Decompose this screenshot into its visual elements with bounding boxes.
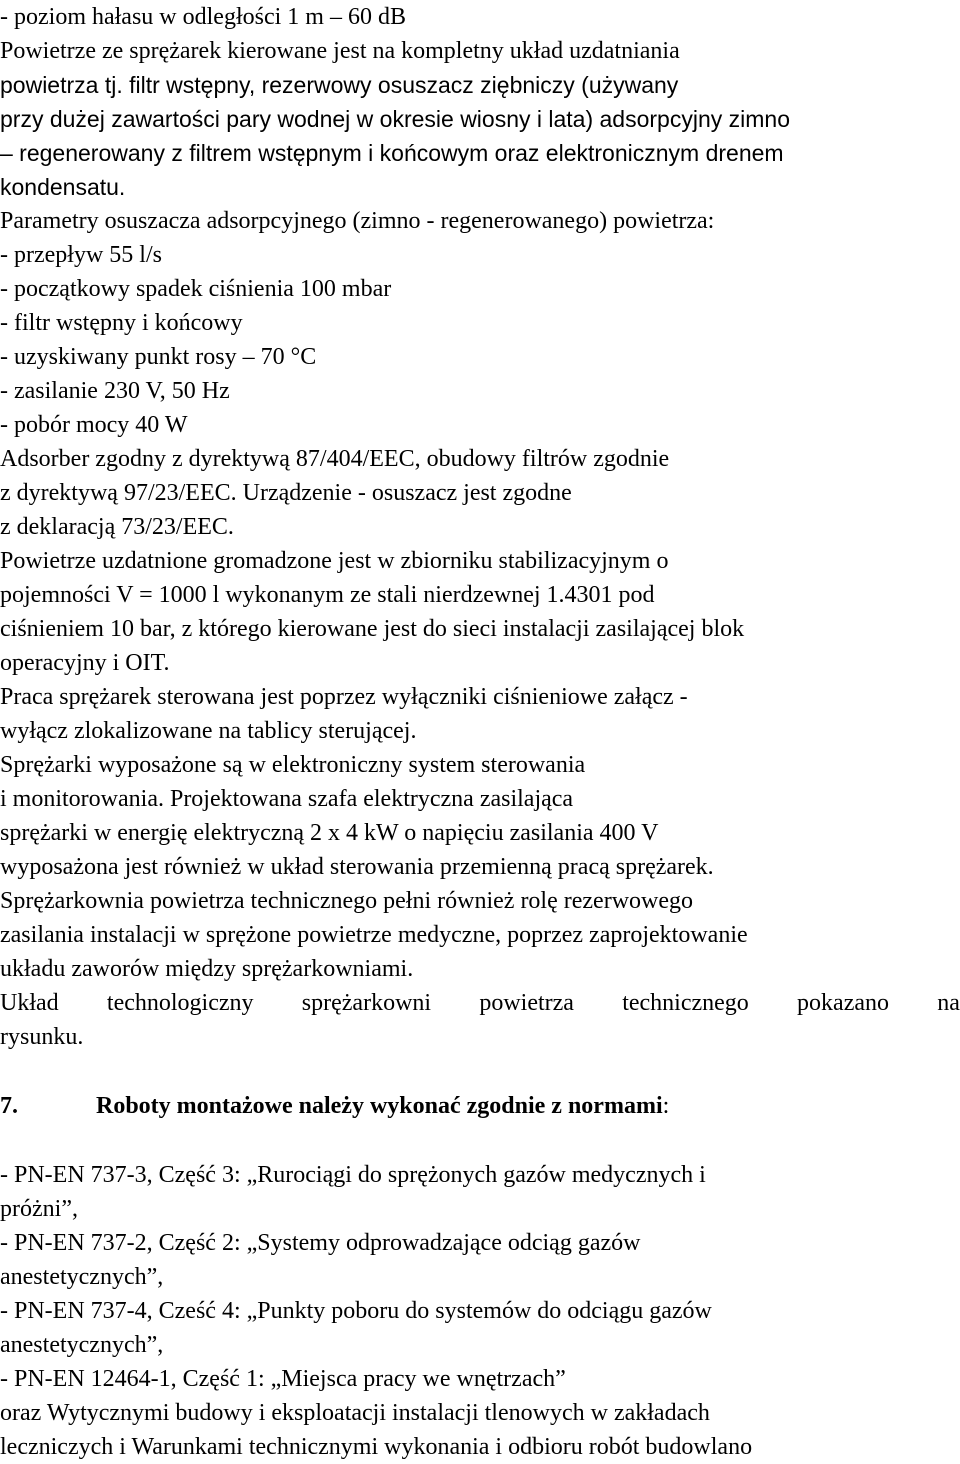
text-line: - filtr wstępny i końcowy xyxy=(0,310,243,336)
text-line: Praca sprężarek sterowana jest poprzez wyłączniki ciśnieniowe załącz - xyxy=(0,684,688,710)
text-word: na xyxy=(937,990,960,1016)
text-line: i monitorowania. Projektowana szafa elektryczna zasilająca xyxy=(0,786,574,812)
text-line: oraz Wytycznymi budowy i eksploatacji instalacji tlenowych w zakładach xyxy=(0,1400,710,1426)
text-line: Powietrze uzdatnione gromadzone jest w zbiorniku stabilizacyjnym o xyxy=(0,548,669,574)
text-line: operacyjny i OIT. xyxy=(0,650,170,676)
text-line: sprężarki w energię elektryczną 2 x 4 kW o napięciu zasilania 400 V xyxy=(0,820,659,846)
text-line: kondensatu. xyxy=(0,174,126,200)
text-line: - przepływ 55 l/s xyxy=(0,242,162,268)
text-word: technicznego xyxy=(622,990,749,1016)
text-line: - uzyskiwany punkt rosy – 70 °C xyxy=(0,344,317,370)
text-line: - pobór mocy 40 W xyxy=(0,412,188,438)
text-line: z deklaracją 73/23/EEC. xyxy=(0,514,234,540)
text-line: Sprężarki wyposażone są w elektroniczny system sterowania xyxy=(0,752,586,778)
text-line: powietrza tj. filtr wstępny, rezerwowy osuszacz ziębniczy (używany xyxy=(0,72,679,98)
text-line: przy dużej zawartości pary wodnej w okresie wiosny i lata) adsorpcyjny zimno xyxy=(0,106,790,132)
list-line: anestetycznych”, xyxy=(0,1332,164,1358)
justified-text-line xyxy=(0,988,960,1018)
section-title: Roboty montażowe należy wykonać zgodnie z normami xyxy=(96,1093,663,1119)
text-line: wyłącz zlokalizowane na tablicy sterującej. xyxy=(0,718,417,744)
section-number: 7. xyxy=(0,1093,18,1119)
text-line: Powietrze ze sprężarek kierowane jest na kompletny układ uzdatniania xyxy=(0,38,680,64)
text-word: Układ xyxy=(0,990,59,1016)
text-line: - poziom hałasu w odległości 1 m – 60 dB xyxy=(0,4,406,30)
list-line: - PN-EN 737-4, Cześć 4: „Punkty poboru do systemów do odciągu gazów xyxy=(0,1298,712,1324)
text-line: Sprężarkownia powietrza technicznego pełni również rolę rezerwowego xyxy=(0,888,694,914)
text-word: powietrza xyxy=(479,990,574,1016)
text-word: sprężarkowni xyxy=(301,990,432,1016)
list-line: - PN-EN 737-2, Część 2: „Systemy odprowadzające odciąg gazów xyxy=(0,1230,641,1256)
text-line: - początkowy spadek ciśnienia 100 mbar xyxy=(0,276,392,302)
section-heading xyxy=(0,1091,669,1121)
text-line: pojemności V = 1000 l wykonanym ze stali nierdzewnej 1.4301 pod xyxy=(0,582,655,608)
text-line: - zasilanie 230 V, 50 Hz xyxy=(0,378,230,404)
text-line: z dyrektywą 97/23/EEC. Urządzenie - osuszacz jest zgodne xyxy=(0,480,572,506)
list-line: anestetycznych”, xyxy=(0,1264,164,1290)
text-word: pokazano xyxy=(797,990,890,1016)
section-title-colon: : xyxy=(662,1093,670,1119)
text-line: leczniczych i Warunkami technicznymi wykonania i odbioru robót budowlano xyxy=(0,1434,753,1460)
text-line: układu zaworów między sprężarkowniami. xyxy=(0,956,414,982)
text-line: wyposażona jest również w układ sterowania przemienną pracą sprężarek. xyxy=(0,854,714,880)
list-line: - PN-EN 737-3, Część 3: „Rurociągi do sprężonych gazów medycznych i xyxy=(0,1162,706,1188)
text-word: technologiczny xyxy=(106,990,254,1016)
text-line: rysunku. xyxy=(0,1024,84,1050)
list-line: próżni”, xyxy=(0,1196,78,1222)
text-line: – regenerowany z filtrem wstępnym i końcowym oraz elektronicznym drenem xyxy=(0,140,784,166)
text-line: Parametry osuszacza adsorpcyjnego (zimno - regenerowanego) powietrza: xyxy=(0,208,715,234)
list-line: - PN-EN 12464-1, Część 1: „Miejsca pracy we wnętrzach” xyxy=(0,1366,566,1392)
text-line: ciśnieniem 10 bar, z którego kierowane jest do sieci instalacji zasilającej blok xyxy=(0,616,745,642)
text-line: Adsorber zgodny z dyrektywą 87/404/EEC, obudowy filtrów zgodnie xyxy=(0,446,670,472)
text-line: zasilania instalacji w sprężone powietrze medyczne, poprzez zaprojektowanie xyxy=(0,922,748,948)
